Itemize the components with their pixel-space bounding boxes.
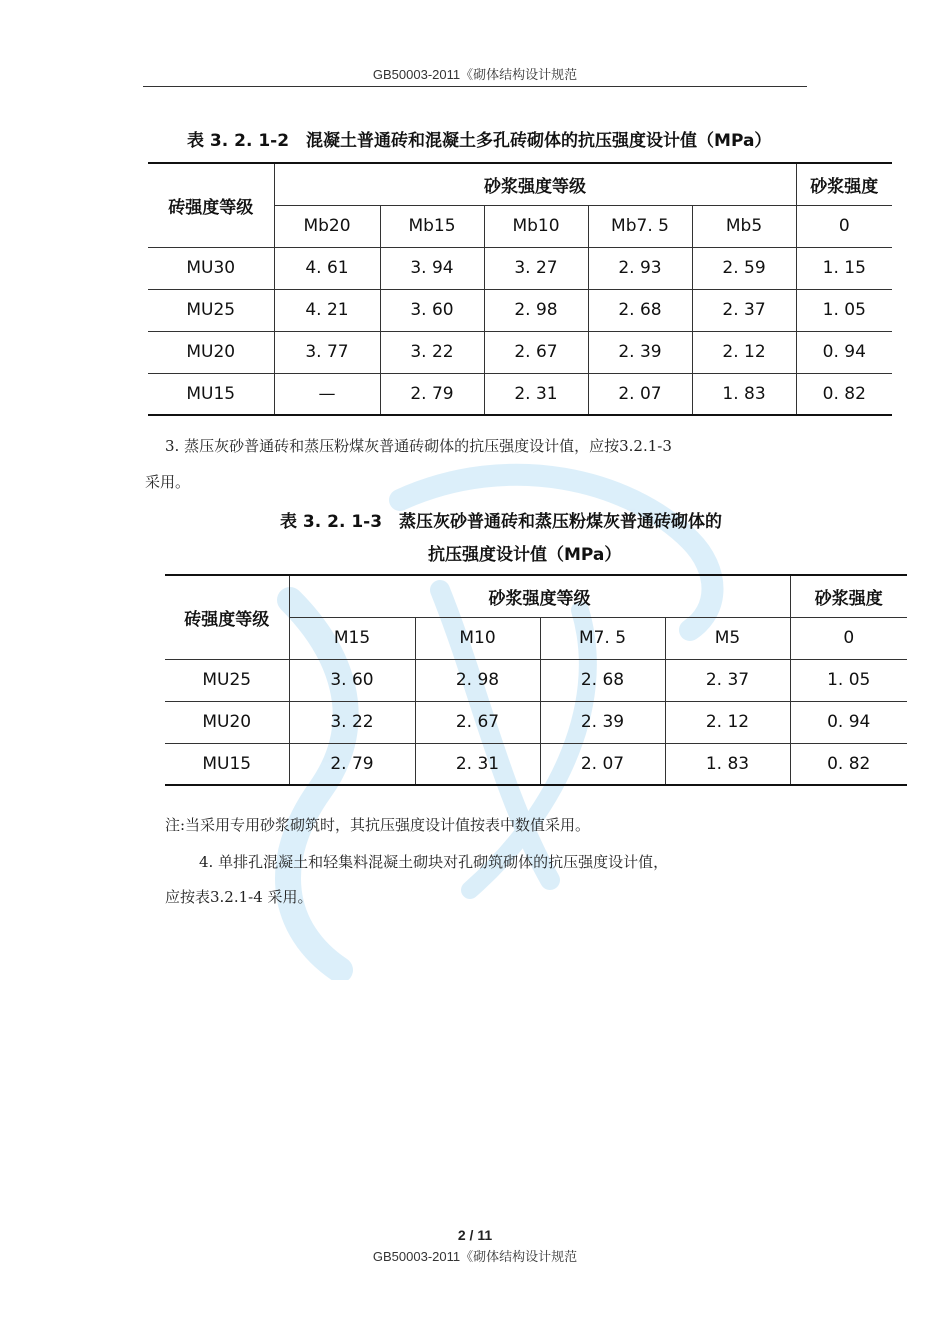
table1-col-header: 0 [796,205,892,247]
table2-cell: 1. 83 [665,743,790,785]
page-footer: GB50003-2011《砌体结构设计规范 [372,1249,578,1264]
table1-group-header: 砂浆强度等级 [274,163,796,205]
table2-cell: 2. 07 [540,743,665,785]
table2-group-header: 砂浆强度等级 [289,575,790,617]
table-row [148,289,892,331]
table1-cell: 3. 27 [484,247,588,289]
table1-cell: — [274,373,380,415]
table2-cell: MU20 [165,701,289,743]
table-row [165,743,907,785]
table2-title-line1: 表 3. 2. 1-3 蒸压灰砂普通砖和蒸压粉煤灰普通砖砌体的 [280,512,723,532]
table1-row-header: 砖强度等级 [148,163,274,247]
table1-cell: 2. 68 [588,289,692,331]
table1-header-row [148,163,892,205]
table1-cell: 2. 98 [484,289,588,331]
paragraph-3-line2: 采用。 [145,473,191,491]
table2-col-header: M10 [415,617,540,659]
paragraph-3-line1: 3. 蒸压灰砂普通砖和蒸压粉煤灰普通砖砌体的抗压强度设计值，应按3.2.1-3 [165,437,672,455]
table-row [165,659,907,701]
table1-cell: 2. 31 [484,373,588,415]
table2-cell: 2. 12 [665,701,790,743]
table2-cell: MU15 [165,743,289,785]
table1-cell: 2. 59 [692,247,796,289]
table2-cell: 1. 05 [790,659,907,701]
table2-cell: 0. 94 [790,701,907,743]
table1-col-header: Mb15 [380,205,484,247]
table2-cell: 2. 37 [665,659,790,701]
table1-col-header: Mb7. 5 [588,205,692,247]
table2-cell: 3. 60 [289,659,415,701]
table2-cell: 0. 82 [790,743,907,785]
table1-cell: 1. 05 [796,289,892,331]
table1-cell: 2. 39 [588,331,692,373]
table-row [165,701,907,743]
table2-title-line2: 抗压强度设计值（MPa） [428,545,622,565]
table1-cell: 1. 83 [692,373,796,415]
table1-cell: 2. 79 [380,373,484,415]
table2-col-header: 0 [790,617,907,659]
table2-header-row [165,575,907,617]
table1-cell: 2. 12 [692,331,796,373]
table2-cell: 2. 31 [415,743,540,785]
table2-col-header: M5 [665,617,790,659]
table2-last-header: 砂浆强度 [790,575,907,617]
table2-row-header: 砖强度等级 [165,575,289,659]
header-text: GB50003-2011《砌体结构设计规范 [372,67,578,82]
table1-col-header: Mb20 [274,205,380,247]
page-number: 2 / 11 [457,1227,493,1243]
table1-cell: 1. 15 [796,247,892,289]
table2-cell: 2. 79 [289,743,415,785]
table2-cell: 2. 68 [540,659,665,701]
table1-cell: 4. 21 [274,289,380,331]
table1-cell: 2. 37 [692,289,796,331]
table1-col-header: Mb10 [484,205,588,247]
table1-cell: 2. 67 [484,331,588,373]
table1-cell: 4. 61 [274,247,380,289]
table2-col-header: M15 [289,617,415,659]
table2-cell: 2. 39 [540,701,665,743]
table1-cell: MU15 [148,373,274,415]
page-header [143,64,807,87]
paragraph-4-line1: 4. 单排孔混凝土和轻集料混凝土砌块对孔砌筑砌体的抗压强度设计值， [199,853,669,871]
table1-cell: 3. 60 [380,289,484,331]
table2-cell: MU25 [165,659,289,701]
table2-cell: 2. 67 [415,701,540,743]
table-row [148,373,892,415]
table1-cell: MU30 [148,247,274,289]
paragraph-4-line2: 应按表3.2.1-4 采用。 [165,888,313,906]
table1-cell: 0. 82 [796,373,892,415]
table-row [148,331,892,373]
table-note: 注:当采用专用砂浆砌筑时，其抗压强度设计值按表中数值采用。 [165,816,591,834]
table1 [148,162,892,416]
table1-cell: 3. 94 [380,247,484,289]
table1-cell: MU25 [148,289,274,331]
table1-cell: 3. 22 [380,331,484,373]
table1-cell: 0. 94 [796,331,892,373]
table1-last-header: 砂浆强度 [796,163,892,205]
table1-cell: 2. 07 [588,373,692,415]
table2-col-header: M7. 5 [540,617,665,659]
table1-cell: 2. 93 [588,247,692,289]
table2 [165,574,907,786]
table1-col-header: Mb5 [692,205,796,247]
table1-cell: 3. 77 [274,331,380,373]
table2-cell: 3. 22 [289,701,415,743]
table1-cell: MU20 [148,331,274,373]
table-row [148,247,892,289]
table2-cell: 2. 98 [415,659,540,701]
table1-title: 表 3. 2. 1-2 混凝土普通砖和混凝土多孔砖砌体的抗压强度设计值（MPa） [187,131,772,151]
